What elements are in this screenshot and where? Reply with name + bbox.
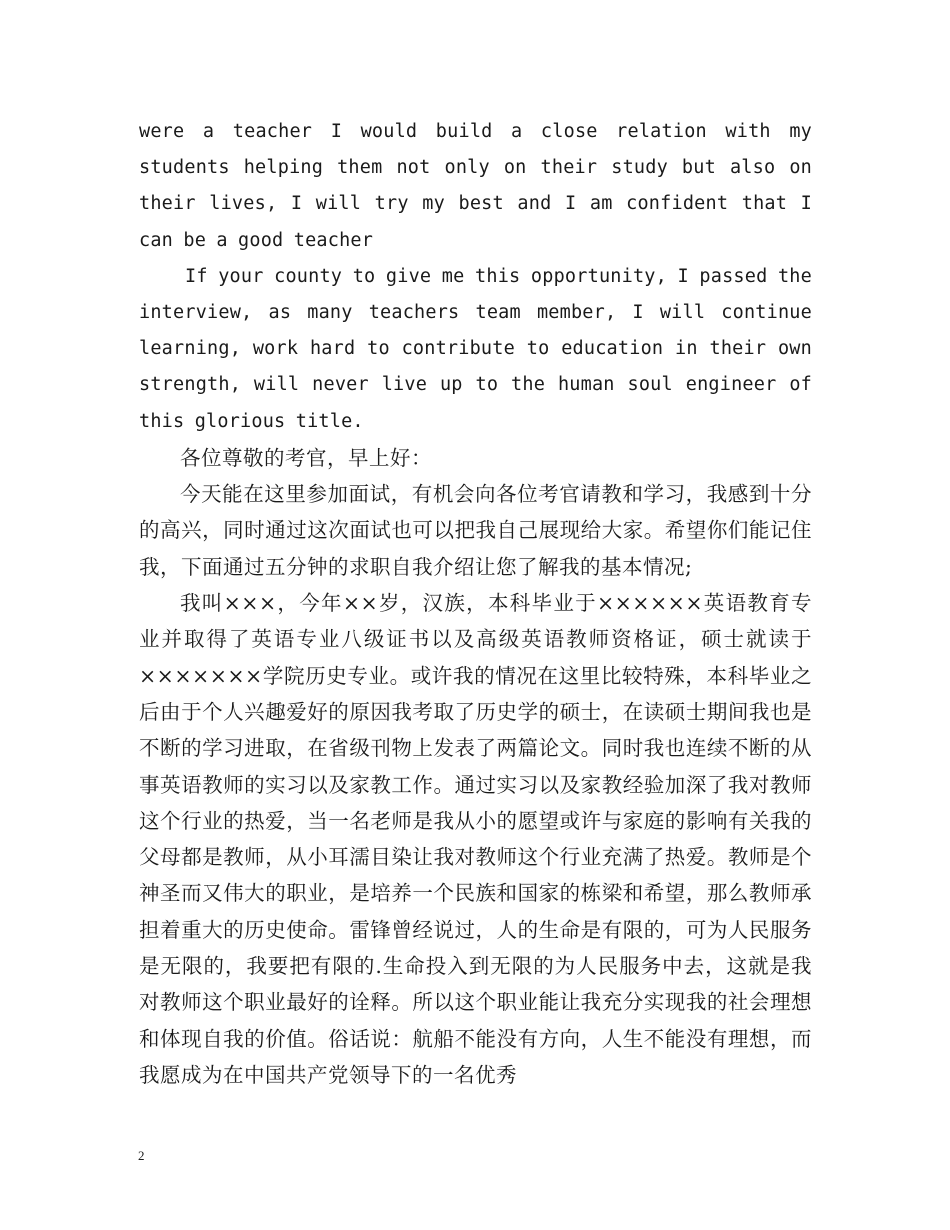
document-body [139,114,812,1093]
paragraph-background: 我叫×××，今年××岁，汉族，本科毕业于××××××英语教育专业并取得了英语专业八级证书以及高级英语教师资格证，硕士就读于×××××××学院历史专业。或许我的情况在这里比较特殊，本科毕业之后由于个人兴趣爱好的原因我考取了历史学的硕士，在读硕士期间我也是不断的学习进取，在省级刊物上发表了两篇论文。同时我也连续不断的从事英语教师的实习以及家教工作。通过实习以及家教经验加深了我对教师这个行业的热爱，当一名老师是我从小的愿望或许与家庭的影响有关我的父母都是教师，从小耳濡目染让我对教师这个行业充满了热爱。教师是个神圣而又伟大的职业，是培养一个民族和国家的栋梁和希望，那么教师承担着重大的历史使命。雷锋曾经说过，人的生命是有限的，可为人民服务是无限的，我要把有限的.生命投入到无限的为人民服务中去，这就是我对教师这个职业最好的诠释。所以这个职业能让我充分实现我的社会理想和体现自我的价值。俗话说：航船不能没有方向，人生不能没有理想，而我愿成为在中国共产党领导下的一名优秀 [139,591,812,1087]
paragraph-english-opportunity: If your county to give me this opportunity, I passed the interview, as many teachers team member, I will continue learning, work hard to contribute to education in their own strength, will never live up to the human soul engineer of this glorious title. [139,265,812,432]
page-number: 2 [138,1148,145,1163]
paragraph-introduction: 今天能在这里参加面试，有机会向各位考官请教和学习，我感到十分的高兴，同时通过这次面试也可以把我自己展现给大家。希望你们能记住我，下面通过五分钟的求职自我介绍让您了解我的基本情况; [139,482,812,579]
paragraph-greeting: 各位尊敬的考官，早上好： [180,445,432,470]
paragraph-english-closing: were a teacher I would build a close relation with my students helping them not only on their study but also on their lives, I will try my best and I am confident that I can be a good teacher [139,121,812,251]
